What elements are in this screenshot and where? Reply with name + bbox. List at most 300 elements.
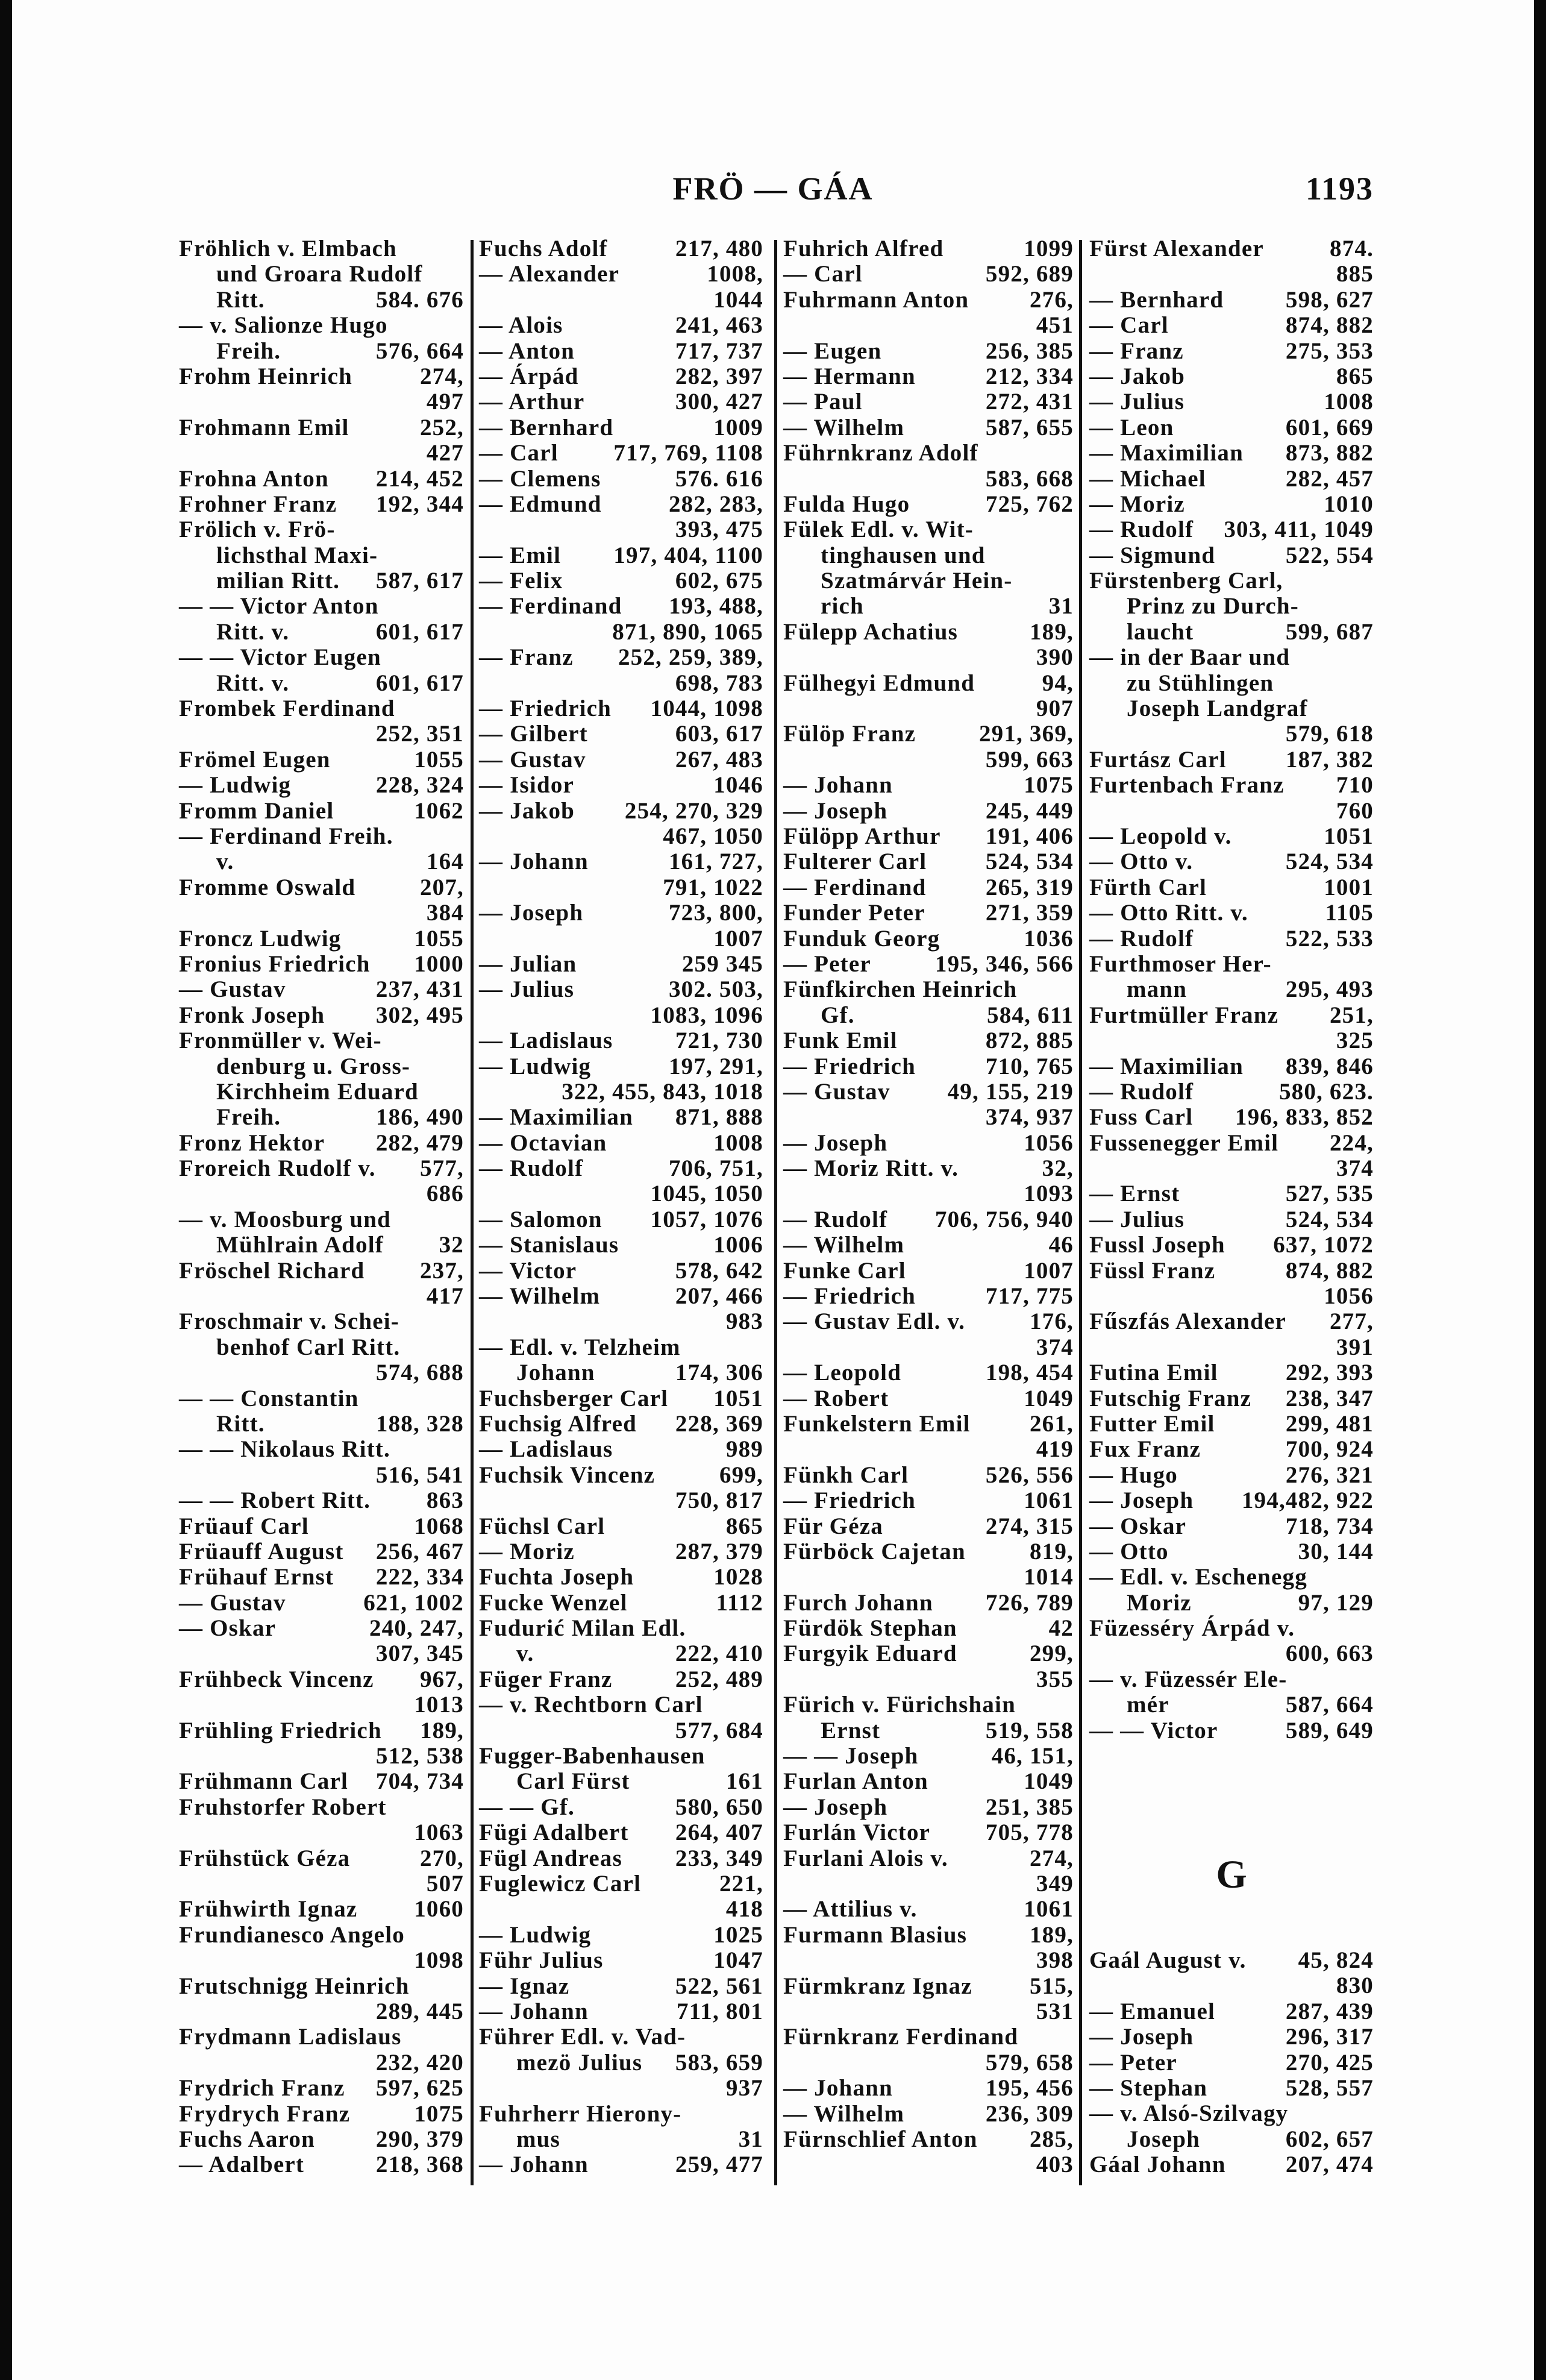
page-references: 874, 882 bbox=[1285, 312, 1374, 339]
page-references: 191, 406 bbox=[985, 823, 1074, 849]
index-entry bbox=[783, 236, 1074, 262]
index-entry bbox=[1089, 287, 1374, 313]
index-entry bbox=[783, 287, 1074, 313]
index-entry bbox=[179, 620, 464, 645]
page-references: 384 bbox=[426, 900, 464, 926]
page-references: 277, bbox=[1329, 1308, 1374, 1335]
page-references: 451 bbox=[1036, 312, 1074, 339]
page-references: 602, 675 bbox=[675, 568, 763, 594]
index-entry bbox=[479, 2127, 763, 2152]
page-references: 865 bbox=[725, 1513, 763, 1539]
index-entry bbox=[179, 1079, 464, 1105]
index-entry bbox=[783, 364, 1074, 389]
page-references: 583, 668 bbox=[985, 465, 1074, 492]
page-references bbox=[1369, 1616, 1374, 1641]
entry-name: Frydrych Franz bbox=[179, 2100, 351, 2127]
index-entry-continuation bbox=[479, 824, 763, 849]
index-entry bbox=[479, 594, 763, 619]
page-references bbox=[459, 1795, 464, 1820]
index-entry bbox=[479, 849, 763, 874]
entry-name: Furtmüller Franz bbox=[1089, 1002, 1279, 1028]
page-references: 196, 833, 852 bbox=[1235, 1104, 1374, 1131]
page-references: 1098 bbox=[414, 1947, 464, 1974]
page-references: 967, bbox=[419, 1666, 464, 1692]
entry-name: — Bernhard bbox=[479, 414, 614, 441]
entry-name: Fülepp Achatius bbox=[783, 618, 958, 645]
page-references bbox=[459, 1028, 464, 1053]
index-entry bbox=[783, 441, 1074, 466]
entry-name: — Ludwig bbox=[479, 1921, 592, 1948]
page-number: 1193 bbox=[1305, 171, 1374, 207]
index-entry bbox=[783, 1309, 1074, 1334]
page-references: 577, bbox=[419, 1155, 464, 1182]
page-references: 302. 503, bbox=[668, 976, 763, 1003]
page-references: 1044, 1098 bbox=[650, 695, 763, 722]
entry-name: — Edl. v. Eschenegg bbox=[1089, 1564, 1307, 1590]
page-references: 699, bbox=[719, 1462, 763, 1488]
index-entry bbox=[479, 1284, 763, 1309]
entry-name: — Edl. v. Telzheim bbox=[479, 1334, 681, 1360]
index-entry bbox=[179, 313, 464, 338]
entry-name: Fürnkranz Ferdinand bbox=[783, 2024, 1019, 2050]
index-entry bbox=[479, 415, 763, 441]
page-references: 1007 bbox=[713, 925, 763, 952]
page-references: 49, 155, 219 bbox=[947, 1078, 1074, 1105]
index-entry bbox=[1089, 1590, 1374, 1616]
page-references: 299, bbox=[1029, 1641, 1074, 1667]
index-entry bbox=[783, 671, 1074, 696]
page-references: 907 bbox=[1036, 695, 1074, 722]
index-entry bbox=[783, 1897, 1074, 1922]
entry-name: Funke Carl bbox=[783, 1257, 906, 1284]
page-references: 303, 411, 1049 bbox=[1224, 517, 1374, 543]
entry-name: Furgyik Eduard bbox=[783, 1641, 957, 1667]
page-references: 276, bbox=[1029, 286, 1074, 313]
index-entry bbox=[783, 1079, 1074, 1105]
page-references: 224, bbox=[1329, 1129, 1374, 1156]
index-entry bbox=[1089, 1437, 1374, 1462]
page-references bbox=[459, 1207, 464, 1232]
entry-name: — — Robert Ritt. bbox=[179, 1487, 371, 1514]
page-references: 419 bbox=[1036, 1436, 1074, 1463]
page-references bbox=[459, 1974, 464, 1999]
index-entry bbox=[783, 2076, 1074, 2101]
page-references: 391 bbox=[1336, 1334, 1374, 1360]
entry-name: Frundianesco Angelo bbox=[179, 1921, 405, 1948]
index-entry-continuation bbox=[479, 620, 763, 645]
page-references: 417 bbox=[426, 1283, 464, 1310]
index-entry bbox=[479, 900, 763, 926]
index-entry bbox=[479, 543, 763, 568]
index-entry-continuation bbox=[1089, 1973, 1374, 1999]
index-entry bbox=[1089, 543, 1374, 568]
index-entry bbox=[783, 492, 1074, 517]
entry-name: und Groara Rudolf bbox=[216, 261, 423, 287]
index-entry bbox=[179, 594, 464, 619]
entry-name: — Sigmund bbox=[1089, 542, 1216, 568]
page-references: 527, 535 bbox=[1285, 1181, 1374, 1207]
index-entry bbox=[1089, 1948, 1374, 1973]
entry-name: — Stephan bbox=[1089, 2075, 1208, 2101]
page-references: 390 bbox=[1036, 644, 1074, 671]
page-references bbox=[1369, 568, 1374, 594]
entry-name: Froreich Rudolf v. bbox=[179, 1155, 376, 1182]
page-references: 937 bbox=[725, 2075, 763, 2102]
index-entry bbox=[1089, 1463, 1374, 1488]
page-references: 31 bbox=[738, 2126, 763, 2152]
entry-name: — Hermann bbox=[783, 363, 916, 389]
page-references bbox=[759, 1744, 763, 1769]
index-entry bbox=[1089, 1488, 1374, 1513]
index-entry bbox=[1089, 875, 1374, 900]
entry-name: Szatmárvár Hein- bbox=[821, 568, 1013, 594]
entry-name: Freih. bbox=[216, 1104, 281, 1131]
page-references: 232, 420 bbox=[375, 2049, 464, 2076]
entry-name: Furtenbach Franz bbox=[1089, 772, 1285, 799]
index-entry bbox=[179, 568, 464, 594]
entry-name: — Maximilian bbox=[1089, 440, 1244, 466]
index-entry bbox=[179, 1488, 464, 1513]
index-entry bbox=[783, 1360, 1074, 1386]
entry-name: — Ludwig bbox=[179, 772, 292, 799]
index-entry bbox=[783, 900, 1074, 926]
page-references: 398 bbox=[1036, 1947, 1074, 1974]
entry-name: Fronz Hektor bbox=[179, 1129, 325, 1156]
page-references: 46 bbox=[1048, 1232, 1074, 1258]
index-entry-continuation bbox=[179, 721, 464, 747]
index-column-3 bbox=[783, 236, 1074, 2178]
index-entry bbox=[179, 1105, 464, 1130]
entry-name: — Anton bbox=[479, 338, 575, 364]
page-references: 161, 727, bbox=[668, 849, 763, 875]
index-entry bbox=[179, 415, 464, 441]
entry-name: Fuhrherr Hierony- bbox=[479, 2100, 682, 2127]
index-entry bbox=[179, 517, 464, 542]
page-references: 599, 687 bbox=[1285, 618, 1374, 645]
entry-name: Froncz Ludwig bbox=[179, 925, 342, 952]
index-entry bbox=[179, 2102, 464, 2127]
entry-name: Frühmann Carl bbox=[179, 1768, 349, 1795]
index-entry bbox=[1089, 620, 1374, 645]
index-entry bbox=[479, 645, 763, 670]
page-references: 711, 801 bbox=[677, 1998, 763, 2024]
page-references: 579, 618 bbox=[1285, 721, 1374, 747]
page-references: 705, 778 bbox=[985, 1820, 1074, 1846]
index-entry bbox=[1089, 339, 1374, 364]
entry-name: Funder Peter bbox=[783, 900, 925, 926]
entry-name: — Victor bbox=[479, 1257, 577, 1284]
entry-name: Fuglewicz Carl bbox=[479, 1871, 642, 1897]
entry-name: Fux Franz bbox=[1089, 1436, 1201, 1463]
index-column-4 bbox=[1089, 236, 1374, 2178]
index-entry bbox=[783, 1718, 1074, 1744]
index-entry bbox=[783, 1692, 1074, 1718]
index-entry bbox=[179, 2127, 464, 2152]
index-entry-continuation bbox=[179, 1463, 464, 1488]
page-references: 1055 bbox=[414, 746, 464, 773]
page-references: 1014 bbox=[1024, 1564, 1074, 1590]
index-entry bbox=[1089, 2050, 1374, 2076]
index-entry bbox=[479, 262, 763, 287]
page-references: 194,482, 922 bbox=[1241, 1487, 1374, 1514]
index-entry bbox=[783, 1514, 1074, 1539]
index-entry-continuation bbox=[479, 517, 763, 542]
entry-name: — Gilbert bbox=[479, 721, 588, 747]
index-entry bbox=[179, 1309, 464, 1334]
entry-name: — — Victor Eugen bbox=[179, 644, 381, 671]
index-entry bbox=[1089, 1692, 1374, 1718]
index-entry bbox=[479, 2102, 763, 2127]
index-entry-continuation bbox=[179, 1820, 464, 1845]
page-references: 251, bbox=[1329, 1002, 1374, 1028]
index-entry bbox=[1089, 236, 1374, 262]
entry-name: — — Joseph bbox=[783, 1743, 919, 1769]
page-references: 602, 657 bbox=[1285, 2126, 1374, 2152]
index-entry bbox=[783, 620, 1074, 645]
page-references: 600, 663 bbox=[1285, 1641, 1374, 1667]
page-references bbox=[759, 1692, 763, 1718]
entry-name: mus bbox=[516, 2126, 560, 2152]
page-references: 164 bbox=[426, 849, 464, 875]
page-references: 187, 382 bbox=[1285, 746, 1374, 773]
page-references: 289, 445 bbox=[375, 1998, 464, 2024]
entry-name: Frühauf Ernst bbox=[179, 1564, 334, 1590]
index-entry bbox=[1089, 2101, 1374, 2126]
entry-name: — Árpád bbox=[479, 363, 579, 389]
page-references bbox=[459, 1437, 464, 1462]
index-entry bbox=[783, 1590, 1074, 1616]
entry-name: — Otto v. bbox=[1089, 849, 1194, 875]
page-references: 275, 353 bbox=[1285, 338, 1374, 364]
page-references: 601, 617 bbox=[375, 618, 464, 645]
entry-name: — Octavian bbox=[479, 1129, 607, 1156]
entry-name: Freih. bbox=[216, 338, 281, 364]
page-references: 192, 344 bbox=[375, 491, 464, 517]
page-references: 1063 bbox=[414, 1820, 464, 1846]
page-references: 587, 664 bbox=[1285, 1692, 1374, 1718]
page-references: 1093 bbox=[1024, 1181, 1074, 1207]
entry-name: Fülhegyi Edmund bbox=[783, 670, 975, 696]
index-entry-continuation bbox=[479, 287, 763, 313]
index-entry bbox=[1089, 2127, 1374, 2152]
page-references bbox=[459, 543, 464, 568]
index-entry-continuation bbox=[479, 1079, 763, 1105]
page-references: 245, 449 bbox=[985, 797, 1074, 824]
index-entry bbox=[1089, 313, 1374, 338]
index-entry bbox=[479, 1028, 763, 1053]
page-references: 325 bbox=[1336, 1028, 1374, 1054]
entry-name: — Wilhelm bbox=[479, 1283, 601, 1310]
page-references: 374, 937 bbox=[985, 1104, 1074, 1131]
page-references: 577, 684 bbox=[675, 1717, 763, 1744]
page-references: 271, 359 bbox=[985, 900, 1074, 926]
entry-name: — Joseph bbox=[479, 900, 584, 926]
index-entry bbox=[1089, 441, 1374, 466]
index-entry bbox=[179, 466, 464, 492]
index-entry-continuation bbox=[479, 1309, 763, 1334]
entry-name: — Friedrich bbox=[783, 1283, 916, 1310]
index-entry bbox=[783, 1207, 1074, 1232]
entry-name: Funduk Georg bbox=[783, 925, 940, 952]
page-references: 583, 659 bbox=[675, 2049, 763, 2076]
entry-name: — Emanuel bbox=[1089, 1998, 1216, 2024]
entry-name: Fuchs Aaron bbox=[179, 2126, 315, 2152]
running-head: FRÖ — GÁA bbox=[672, 171, 874, 207]
page-references: 302, 495 bbox=[375, 1002, 464, 1028]
page-references: 1028 bbox=[713, 1564, 763, 1590]
entry-name: Furch Johann bbox=[783, 1589, 933, 1616]
entry-name: — v. Moosburg und bbox=[179, 1206, 391, 1232]
page-references bbox=[459, 2024, 464, 2050]
index-entry bbox=[1089, 1386, 1374, 1411]
index-entry bbox=[179, 671, 464, 696]
index-entry bbox=[1089, 1207, 1374, 1232]
entry-name: Frömel Eugen bbox=[179, 746, 331, 773]
index-entry bbox=[1089, 2152, 1374, 2177]
page-references: 721, 730 bbox=[675, 1028, 763, 1054]
page-references: 207, bbox=[419, 874, 464, 900]
page-references: 599, 663 bbox=[985, 746, 1074, 773]
entry-name: — Wilhelm bbox=[783, 1232, 905, 1258]
entry-name: Fronius Friedrich bbox=[179, 950, 371, 977]
entry-name: mann bbox=[1127, 976, 1188, 1003]
index-entry bbox=[179, 1232, 464, 1258]
index-entry-continuation bbox=[179, 441, 464, 466]
index-entry bbox=[179, 1769, 464, 1794]
page-references: 1045, 1050 bbox=[650, 1181, 763, 1207]
index-entry bbox=[479, 568, 763, 594]
page-references: 236, 309 bbox=[985, 2100, 1074, 2127]
entry-name: Ritt. v. bbox=[216, 618, 290, 645]
page-references: 270, bbox=[419, 1845, 464, 1871]
page-references: 1010 bbox=[1324, 491, 1374, 517]
page-references: 524, 534 bbox=[1285, 1206, 1374, 1232]
index-entry bbox=[479, 747, 763, 773]
index-entry-continuation bbox=[479, 926, 763, 952]
page-references: 261, bbox=[1029, 1410, 1074, 1437]
page-references: 189, bbox=[1029, 1921, 1074, 1948]
entry-name: Frohmann Emil bbox=[179, 414, 349, 441]
index-entry-continuation bbox=[179, 1948, 464, 1973]
index-entry-continuation bbox=[179, 1360, 464, 1386]
entry-name: Fürnschlief Anton bbox=[783, 2126, 978, 2152]
page-references: 42 bbox=[1048, 1615, 1074, 1642]
entry-name: Füchsl Carl bbox=[479, 1513, 606, 1539]
entry-name: — Carl bbox=[783, 261, 863, 287]
page-references: 531 bbox=[1036, 1998, 1074, 2024]
page-references: 274, 315 bbox=[985, 1513, 1074, 1539]
entry-name: Kirchheim Eduard bbox=[216, 1078, 419, 1105]
page-references: 1008, bbox=[707, 261, 763, 287]
page-references bbox=[759, 1335, 763, 1360]
page-references bbox=[459, 1335, 464, 1360]
entry-name: Furlán Victor bbox=[783, 1820, 931, 1846]
entry-name: Fugger-Babenhausen bbox=[479, 1743, 706, 1769]
index-entry bbox=[783, 849, 1074, 874]
entry-name: Fröschel Richard bbox=[179, 1257, 365, 1284]
index-entry bbox=[479, 2152, 763, 2177]
index-entry bbox=[783, 1131, 1074, 1156]
page-references bbox=[1369, 696, 1374, 721]
page-references bbox=[1069, 543, 1074, 568]
page-references: 1006 bbox=[713, 1232, 763, 1258]
index-entry bbox=[1089, 1514, 1374, 1539]
entry-name: v. bbox=[216, 849, 234, 875]
page-references: 516, 541 bbox=[375, 1462, 464, 1488]
index-entry bbox=[479, 696, 763, 721]
index-entry-continuation bbox=[479, 1488, 763, 1513]
index-entry bbox=[179, 1514, 464, 1539]
entry-name: Fülek Edl. v. Wit- bbox=[783, 517, 974, 543]
page-references: 1044 bbox=[713, 286, 763, 313]
entry-name: Fuchta Joseph bbox=[479, 1564, 634, 1590]
index-entry bbox=[1089, 415, 1374, 441]
index-entry bbox=[179, 492, 464, 517]
index-entry bbox=[1089, 977, 1374, 1002]
index-entry bbox=[479, 1207, 763, 1232]
page-references: 601, 669 bbox=[1285, 414, 1374, 441]
index-entry-continuation bbox=[179, 1999, 464, 2024]
entry-name: — Johann bbox=[479, 1998, 589, 2024]
page-references: 1068 bbox=[414, 1513, 464, 1539]
entry-name: — Rudolf bbox=[479, 1155, 584, 1182]
page-references: 574, 688 bbox=[375, 1360, 464, 1386]
entry-name: Frühstück Géza bbox=[179, 1845, 351, 1871]
entry-name: — Gustav bbox=[179, 1589, 286, 1616]
page-references: 1025 bbox=[713, 1921, 763, 1948]
index-entry bbox=[1089, 1258, 1374, 1284]
page-references bbox=[459, 313, 464, 338]
page-references bbox=[459, 236, 464, 262]
page-references: 576, 664 bbox=[375, 338, 464, 364]
page-references: 1055 bbox=[414, 925, 464, 952]
page-references: 228, 324 bbox=[375, 772, 464, 799]
index-entry bbox=[479, 952, 763, 977]
entry-name: — Stanislaus bbox=[479, 1232, 619, 1258]
entry-name: — Gustav bbox=[479, 746, 586, 773]
entry-name: — Julius bbox=[1089, 1206, 1185, 1232]
index-entry-continuation bbox=[179, 1744, 464, 1769]
page-references: 290, 379 bbox=[375, 2126, 464, 2152]
entry-name: — Franz bbox=[1089, 338, 1184, 364]
index-entry-continuation bbox=[783, 747, 1074, 773]
index-entry bbox=[479, 1769, 763, 1794]
entry-name: milian Ritt. bbox=[216, 568, 340, 594]
entry-name: Führer Edl. v. Vad- bbox=[479, 2024, 686, 2050]
entry-name: Frutschnigg Heinrich bbox=[179, 1973, 410, 1999]
page-references bbox=[759, 2024, 763, 2050]
entry-name: — Joseph bbox=[783, 797, 888, 824]
entry-name: — Oskar bbox=[1089, 1513, 1187, 1539]
entry-name: Frydrich Franz bbox=[179, 2075, 345, 2102]
page-references bbox=[459, 1386, 464, 1411]
page-references: 580, 650 bbox=[675, 1794, 763, 1820]
entry-name: — Ernst bbox=[1089, 1181, 1180, 1207]
page-references: 584. 676 bbox=[375, 286, 464, 313]
index-entry bbox=[1089, 1718, 1374, 1744]
entry-name: — Adalbert bbox=[179, 2152, 305, 2178]
page-references: 524, 534 bbox=[1285, 849, 1374, 875]
entry-name: — v. Alsó-Szilvagy bbox=[1089, 2100, 1289, 2127]
page-references bbox=[1369, 1565, 1374, 1590]
page-references: 197, 404, 1100 bbox=[613, 542, 763, 568]
entry-name: Fulda Hugo bbox=[783, 491, 910, 517]
index-entry bbox=[179, 262, 464, 287]
index-entry bbox=[179, 1335, 464, 1360]
index-entry bbox=[783, 415, 1074, 441]
page-references: 871, 888 bbox=[675, 1104, 763, 1131]
entry-name: Funkelstern Emil bbox=[783, 1410, 971, 1437]
